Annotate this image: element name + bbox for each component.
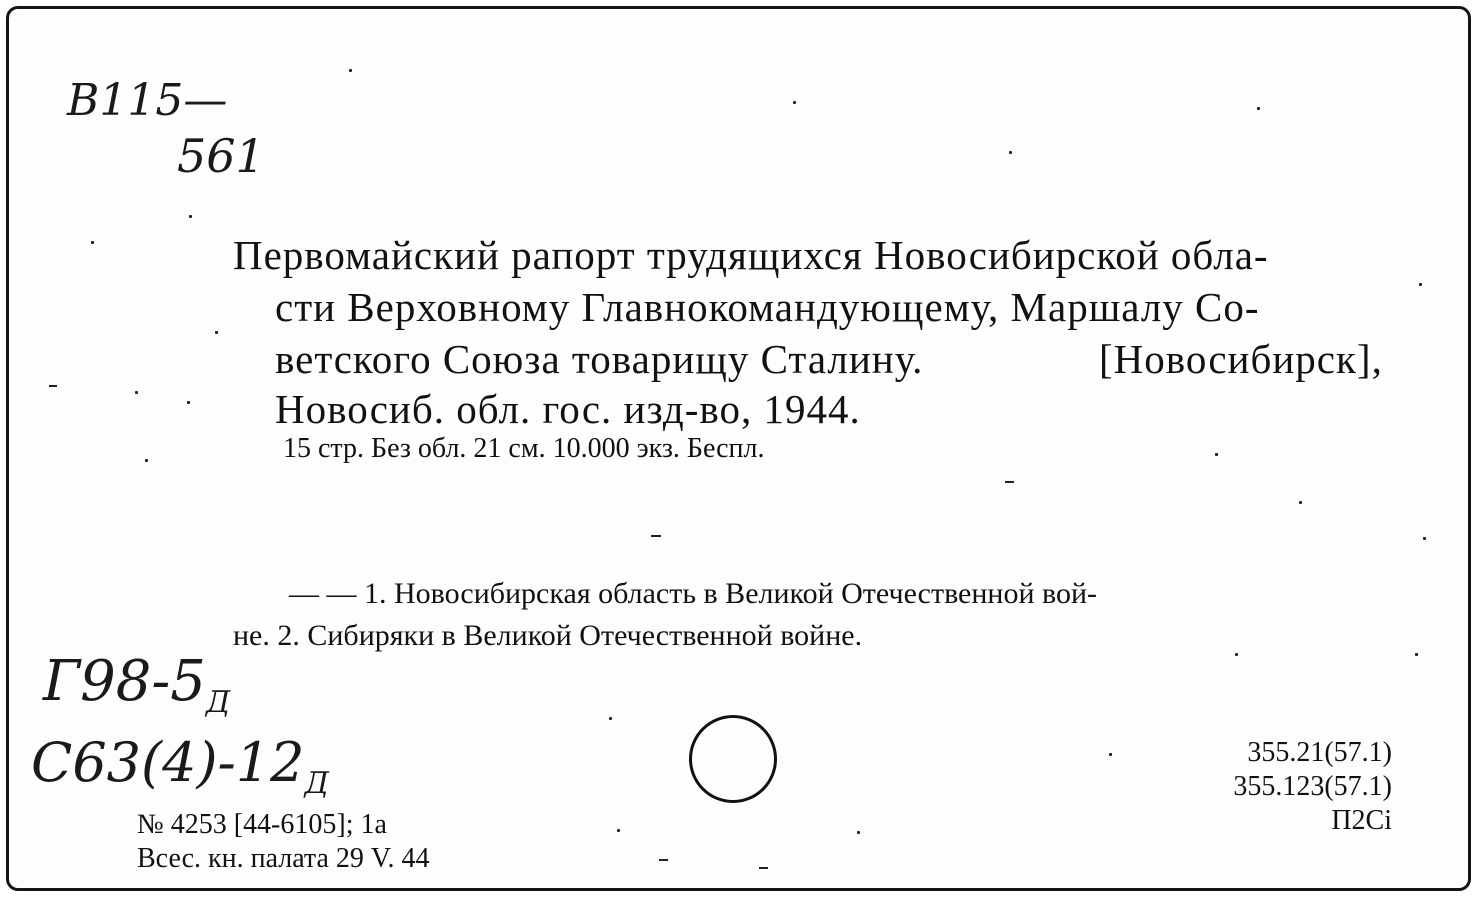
handwritten-top-line1: В115— [67, 75, 228, 126]
handwritten-class-line1 [43, 649, 230, 720]
registration-line-2: Всес. кн. палата 29 V. 44 [137, 843, 430, 874]
speck [1419, 283, 1422, 286]
handwritten-bottom-line1-sub: Д [205, 685, 231, 721]
catalog-card [6, 6, 1471, 891]
speck [1257, 107, 1260, 110]
speck [1235, 653, 1238, 656]
handwritten-bottom-line2: С63(4)-12 [31, 731, 305, 794]
class-code-1: 355.21(57.1) [1247, 737, 1392, 768]
registration-line-1: № 4253 [44-6105]; 1а [137, 809, 387, 840]
speck [215, 331, 218, 334]
punch-hole-circle [689, 715, 777, 803]
handwritten-top-line2: 561 [177, 129, 265, 183]
speck-dash [1005, 481, 1014, 483]
handwritten-bottom-line1: Г98-5 [43, 649, 206, 714]
speck [91, 241, 94, 244]
speck [1299, 501, 1302, 504]
class-code-3: П2Сi [1331, 805, 1392, 836]
speck [1415, 653, 1418, 656]
speck [617, 829, 620, 832]
speck-dash [759, 867, 768, 869]
speck [857, 831, 860, 834]
speck-dash [49, 385, 57, 387]
title-line-1: Первомайский рапорт трудящихся Новосибирской обла- [233, 232, 1269, 278]
title-place: [Новосибирск], [1099, 336, 1383, 382]
speck [349, 69, 352, 72]
speck [135, 391, 138, 394]
title-line-3: ветского Союза товарищу Сталину. [275, 336, 924, 382]
speck [1215, 453, 1218, 456]
speck-dash [651, 535, 661, 537]
speck [1009, 151, 1012, 154]
imprint: Новосиб. обл. гос. изд-во, 1944. [275, 386, 861, 432]
speck [145, 459, 148, 462]
subjects-line-1: — — 1. Новосибирская область в Великой Отечественной вой- [289, 577, 1098, 610]
speck [189, 215, 192, 218]
speck [1423, 537, 1426, 540]
handwritten-shelfmark-top-number [177, 129, 265, 183]
speck [187, 401, 190, 404]
handwritten-shelfmark-top [67, 75, 227, 126]
collation: 15 стр. Без обл. 21 см. 10.000 экз. Беспл. [283, 433, 765, 464]
handwritten-bottom-line2-sub: Д [304, 765, 329, 801]
class-code-2: 355.123(57.1) [1233, 771, 1392, 802]
speck [1109, 753, 1112, 756]
title-line-2: сти Верховному Главнокомандующему, Маршалу Со- [275, 284, 1260, 330]
subjects-line-2: не. 2. Сибиряки в Великой Отечественной войне. [233, 619, 863, 652]
speck [793, 101, 796, 104]
speck [609, 717, 612, 720]
speck-dash [659, 859, 668, 861]
handwritten-class-line2 [31, 731, 329, 801]
